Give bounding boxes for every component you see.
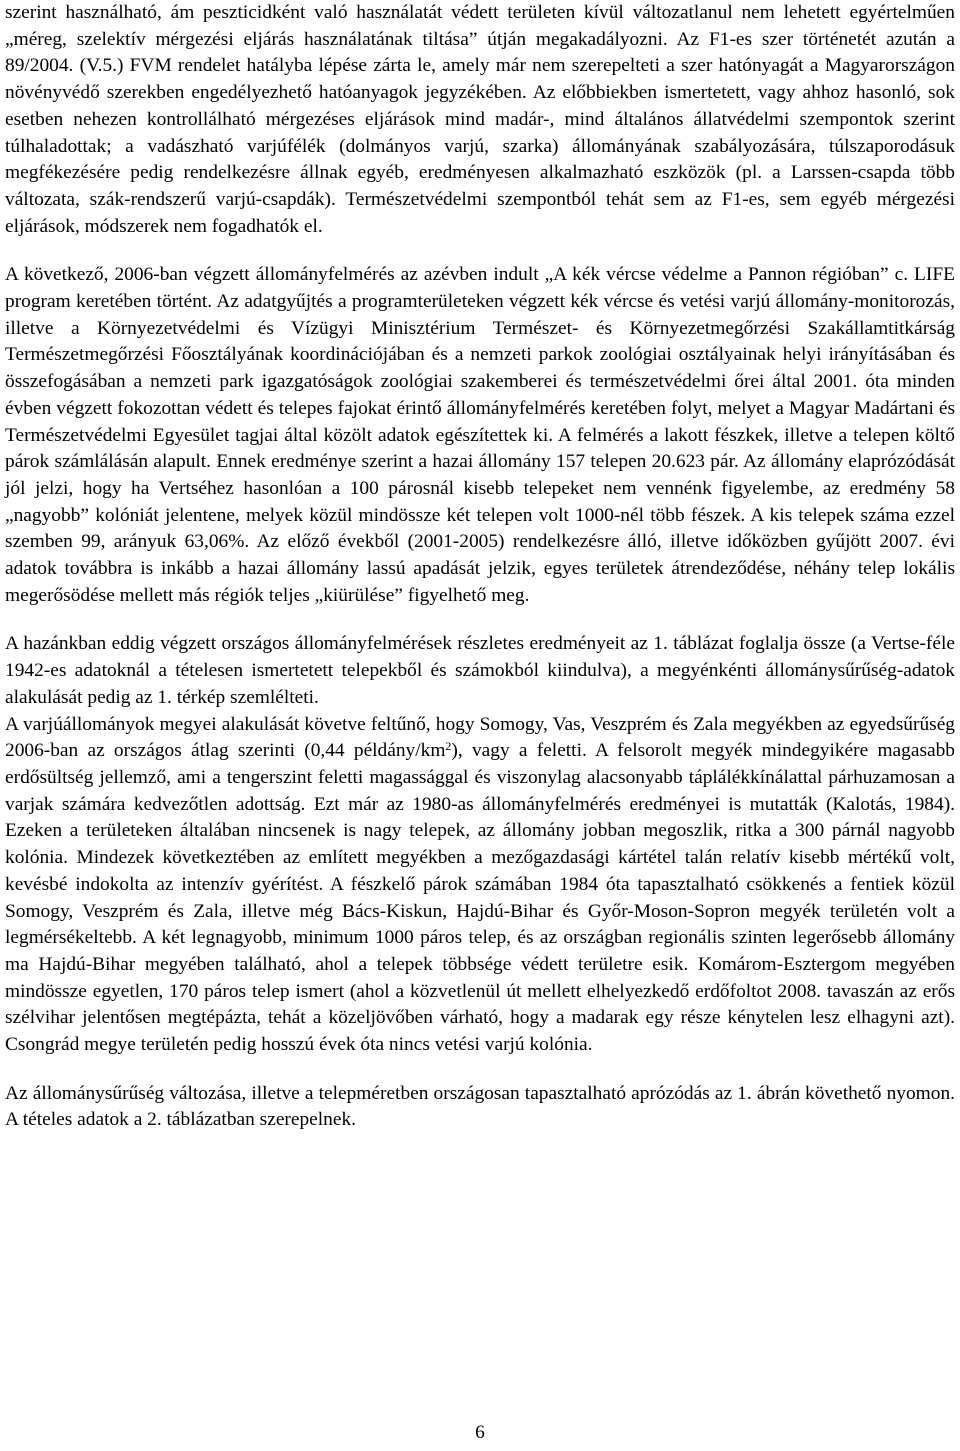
paragraph-1: szerint használható, ám peszticidként való használatát védett területen kívül változatlanul nem lehetett egyértelműen „méreg, szelektív mérgezési eljárás használatának tiltása” útján megakadályozni. Az F1-es szer történetét azután a 89/2004. (V.5.) FVM rendelet hatályba lépése zárta le, amely már nem szerepelteti a szer hatónyagát a Magyarországon növényvédő szerekben engedélyezhető hatóanyagok jegyzékében. Az előbbiekben ismertetett, vagy ahhoz hasonló, sok esetben nehezen kontrollálható mérgezéses eljárások mind madár-, mind általános állatvédelmi szempontok szerint túlhaladottak; a vadászható varjúfélék (dolmányos varjú, szarka) állományának szabályozására, túlszaporodásuk megfékezésére pedig rendelkezésre állnak egyéb, eredményesen alkalmazható eszközök (pl. a Larssen-csapda több változata, szák-rendszerű varjú-csapdák). Természetvédelmi szempontból tehát sem az F1-es, sem egyéb mérgezési eljárások, módszerek nem fogadhatók el. — [5, 2, 955, 237]
superscript-2: 2 — [445, 739, 452, 754]
paragraph-5: Az állománysűrűség változása, illetve a telepméretben országosan tapasztalható aprózódás az 1. ábrán követhető nyomon. A tételes adatok a 2. táblázatban szerepelnek. — [5, 1082, 955, 1131]
paragraph-4-text-a: A varjúállományok megyei alakulását követve feltűnő, hogy Somogy, Vas, Veszprém és Zala megyékben az egyedsűrűség 2006-ban az országos átlag szerinti (0,44 példány/km — [5, 713, 955, 762]
paragraph-4-text-b: ), vagy a feletti. A felsorolt megyék mindegyikére magasabb erdősültség jellemző, ami a tengerszint feletti magassággal és viszonylag alacsonyabb táplálékkínálattal párhuzamosan a varjak számára kedvezőtlen adottság. Ezt már az 1980-as állományfelmérés eredményei is mutatták (Kalotás, 1984). Ezeken a területeken általában nincsenek is nagy telepek, az állomány jobban megoszlik, ritka a 300 párnál nagyobb kolónia. Mindezek következtében az említett megyékben a mezőgazdasági kártétel talán relatív kisebb mértékű volt, kevésbé indokolta az intenzív gyérítést. A fészkelő párok számában 1984 óta tapasztalható csökkenés a fentiek közül Somogy, Veszprém és Zala, illetve még Bács-Kiskun, Hajdú-Bihar és Győr-Moson-Sopron megyék területén volt a legmérsékeltebb. A két legnagyobb, minimum 1000 páros telep, és az országban regionális szinten legerősebb állomány ma Hajdú-Bihar megyében található, ahol a telepek többsége védett területre esik. Komárom-Esztergom megyében mindössze egyetlen, 170 páros telep ismert (ahol a közvetlenül út mellett elhelyezkedő erdőfoltot 2008. tavaszán az erős szélvihar jelentősen megtépázta, tehát a közeljövőben várható, hogy a madarak egy része kénytelen lesz elhagyni azt). Csongrád megye területén pedig hosszú évek óta nincs vetési varjú kolónia. — [5, 740, 955, 1056]
paragraph-3: A hazánkban eddig végzett országos állományfelmérések részletes eredményeit az 1. táblázat foglalja össze (a Vertse-féle 1942-es adatoknál a tételesen ismertetett telepekből és számokból kiindulva), a megyénkénti állománysűrűség-adatok alakulását pedig az 1. térkép szemlélteti. — [5, 633, 955, 708]
page-number: 6 — [475, 1422, 485, 1443]
document-body — [5, 0, 955, 1134]
paragraph-2: A következő, 2006-ban végzett állományfelmérés az azévben indult „A kék vércse védelme a Pannon régióban” c. LIFE program keretében történt. Az adatgyűjtés a programterületeken végzett kék vércse és vetési varjú állomány-monitorozás, illetve a Környezetvédelmi és Vízügyi Minisztérium Természet- és Környezetmegőrzési Szakállamtitkárság Természetmegőrzési Főosztályának koordinációjában és a nemzeti parkok zoológiai osztályainak helyi irányításában és összefogásában a nemzeti park igazgatóságok zoológiai szakemberei és természetvédelmi őrei által 2001. óta minden évben végzett fokozottan védett és telepes fajokat érintő állományfelmérés keretében folyt, melyet a Magyar Madártani és Természetvédelmi Egyesület tagjai által közölt adatok egészítettek ki. A felmérés a lakott fészkek, illetve a telepen költő párok számlálásán alapult. Ennek eredménye szerint a hazai állomány 157 telepen 20.623 pár. Az állomány elaprózódását jól jelzi, hogy ha Vertséhez hasonlóan a 100 párosnál kisebb telepeket nem vennénk figyelembe, az eredmény 58 „nagyobb” kolóniát jelentene, melyek közül mindössze két telepen volt 1000-nél több fészek. A kis telepek száma ezzel szemben 99, arányuk 63,06%. Az előző évekből (2001-2005) rendelkezésre álló, illetve időközben gyűjött 2007. évi adatok továbbra is inkább a hazai állomány lassú apadását jelzik, egyes területek átrendeződése, néhány telep lokális megerősödése mellett más régiók teljes „kiürülése” figyelhető meg. — [5, 264, 955, 606]
paragraph-4 — [5, 712, 955, 1059]
